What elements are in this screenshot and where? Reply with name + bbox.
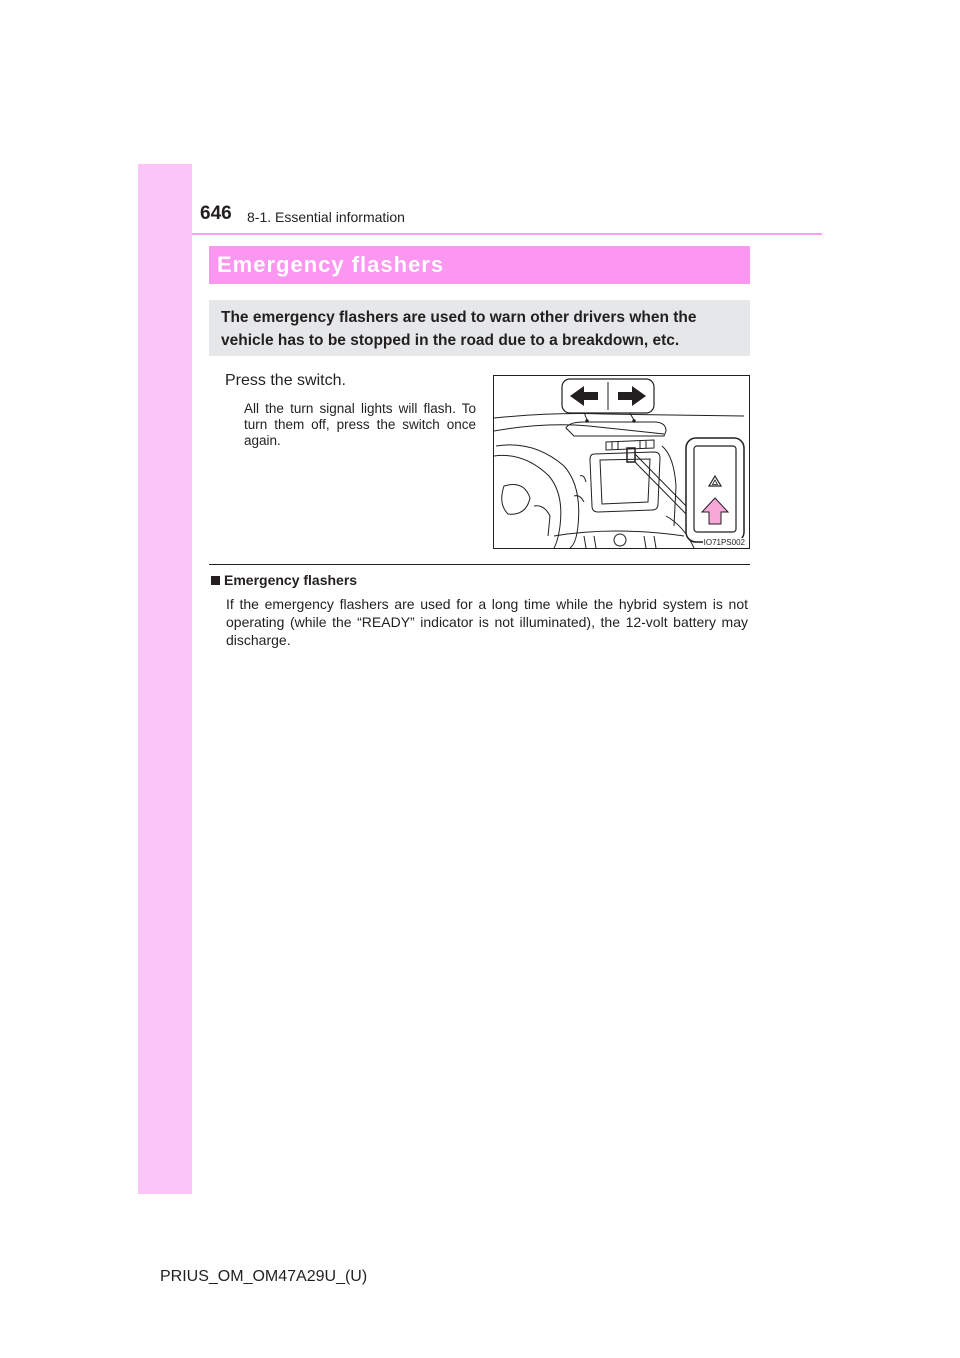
bullet-square-icon bbox=[211, 576, 220, 585]
header-rule bbox=[192, 233, 822, 235]
sidebar-tab bbox=[138, 164, 192, 1194]
dashboard-illustration bbox=[493, 375, 750, 549]
figure-code: IO71PS002 bbox=[703, 538, 745, 547]
step-instruction: Press the switch. bbox=[225, 372, 346, 389]
intro-box: The emergency flashers are used to warn other drivers when the vehicle has to be stopped in the road due to a breakdown, etc. bbox=[209, 300, 750, 356]
note-body: If the emergency flashers are used for a long time while the hybrid system is not operating (while the “READY” indicator is not illuminated), the 12-volt battery may discharge. bbox=[226, 596, 748, 648]
section-divider bbox=[209, 564, 750, 565]
page-title: Emergency flashers bbox=[217, 252, 445, 277]
step-detail: All the turn signal lights will flash. To turn them off, press the switch once again. bbox=[244, 401, 476, 448]
document-footer: PRIUS_OM_OM47A29U_(U) bbox=[160, 1268, 368, 1285]
note-heading-text: Emergency flashers bbox=[224, 572, 358, 588]
title-bar bbox=[209, 246, 750, 284]
section-label: 8-1. Essential information bbox=[247, 209, 405, 225]
page-number: 646 bbox=[200, 203, 232, 224]
dashboard-drawing bbox=[494, 376, 749, 548]
note-heading bbox=[211, 572, 357, 588]
